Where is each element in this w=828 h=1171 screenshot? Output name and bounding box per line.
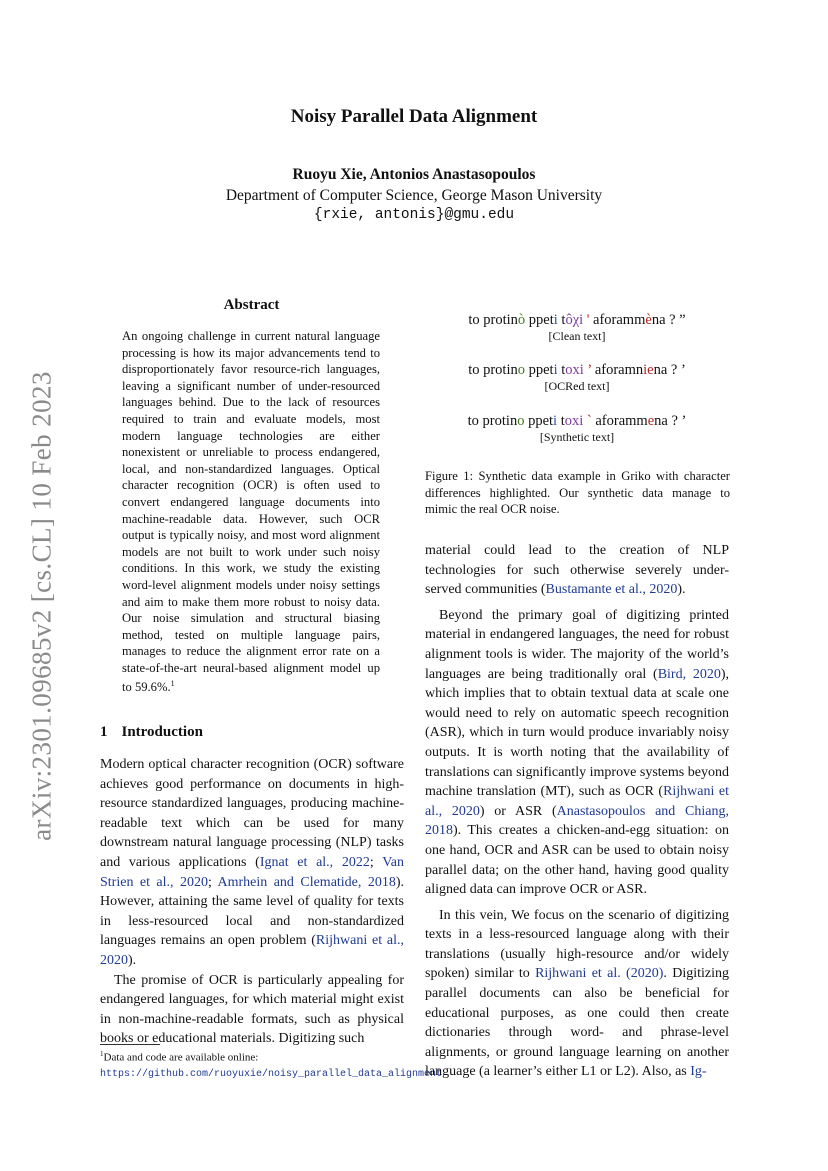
figure-synthetic-line: [425, 413, 729, 445]
text-run: ppet: [525, 312, 554, 328]
clean-text-sample: [425, 312, 729, 329]
highlighted-char: `: [586, 413, 592, 429]
highlighted-char: oxi: [564, 413, 584, 429]
text-run: Beyond the primary goal of digitizing printed material in endangered languages, the need for robust alignment tools is wider. The majority of the world’s languages are being traditionally oral (: [425, 607, 729, 682]
text-run: . Digitizing parallel documents can also be beneficial for educational purposes, as one could then create dictionaries through word- and phrase-level alignments, or ground language learning on another language (a learner’s either L1 or L2). Also, as: [425, 966, 729, 1080]
highlighted-char: o: [517, 362, 525, 378]
footnote-rule: [100, 1044, 160, 1045]
footnote-url-link[interactable]: https://github.com/ruoyuxie/noisy_parallel_data_alignment: [100, 1068, 443, 1080]
figure-ocr-line: [425, 362, 729, 394]
text-run: ). This creates a chicken-and-egg situation: on one hand, OCR and ASR can be used to obtain noisy parallel data; on the other hand, having good quality aligned data can improve OCR or ASR.: [425, 823, 729, 898]
text-run: t: [557, 312, 566, 328]
right-column-body: [425, 541, 729, 1082]
highlighted-char: ôχi: [565, 312, 584, 328]
text-run: ) or ASR (: [479, 803, 557, 819]
ocr-text-label: [OCRed text]: [544, 379, 610, 393]
right-paragraph-3: [425, 906, 729, 1082]
footnote-ref[interactable]: 1: [170, 679, 175, 689]
citation-link[interactable]: Ignat et al., 2022: [259, 854, 370, 870]
text-run: na ? ’: [653, 362, 686, 378]
section-number: 1: [100, 724, 108, 740]
text-run: na ? ’: [654, 413, 687, 429]
citation-link[interactable]: Anastasopoulos and Chiang, 2018: [425, 803, 729, 839]
citation-link[interactable]: Ig-: [690, 1064, 707, 1080]
highlighted-char: ò: [517, 312, 526, 328]
intro-paragraph-1: [100, 755, 404, 971]
text-run: ;: [207, 874, 218, 890]
citation-link[interactable]: Bird, 2020: [657, 666, 721, 682]
synthetic-text-sample: [425, 413, 729, 430]
abstract-text: An ongoing challenge in current natural language processing is how its major advancements tend to disproportionately favor resource-rich languages, leaving a significant number of under-resourced languages behind. Due to the lack of resources required to train and evaluate models, most modern language technologies are either nonexistent or unreliable to process endangered, local, and non-standardized languages. Optical character recognition (OCR) is often used to convert endangered language documents into machine-readable data. However, such OCR output is typically noisy, and most word alignment models are not built to work under such noisy conditions. In this work, we study the existing word-level alignment models under noisy settings and aim to make them more robust to noisy data. Our noise simulation and structural biasing method, tested on multiple language pairs, manages to reduce the alignment error rate on a state-of-the-art neural-based alignment model up to 59.6%.: [122, 329, 380, 695]
author-email: {rxie, antonis}@gmu.edu: [313, 207, 515, 223]
text-run: ). However, attaining the same level of quality for texts in less-resourced local and non-standardized languages remains an open problem (: [100, 874, 404, 949]
author-names: Ruoyu Xie, Antonios Anastasopoulos: [292, 166, 536, 183]
clean-text-label: [Clean text]: [548, 329, 606, 343]
paper-title: Noisy Parallel Data Alignment: [290, 106, 538, 127]
text-run: t: [557, 413, 565, 429]
text-run: to protin: [468, 362, 518, 378]
highlighted-char: ie: [643, 362, 654, 378]
text-run: material could lead to the creation of NLP technologies for such otherwise severely under-served communities (: [425, 543, 729, 598]
footnote: [100, 1047, 443, 1082]
citation-link[interactable]: Amrhein and Clematide, 2018: [217, 874, 396, 890]
text-run: ;: [369, 854, 383, 870]
text-run: na ? ”: [651, 312, 686, 328]
synthetic-text-label: [Synthetic text]: [539, 430, 615, 444]
intro-paragraph-2: The promise of OCR is particularly appealing for endangered languages, for which material might exist in non-machine-readable formats, such as physical books or educational materials. Digitizing such: [100, 972, 404, 1047]
section-title: Introduction: [121, 724, 203, 740]
text-run: In this vein, We focus on the scenario of digitizing texts in a less-resourced language along with their translations (usually high-resource and/or widely spoken) similar to: [425, 907, 729, 982]
left-column-body: [100, 755, 404, 1049]
text-run: Modern optical character recognition (OCR) software achieves good performance on documents in high-resource standardized languages, producing machine-readable text which can be used for many downstream natural language processing (NLP) tasks and various applications (: [100, 757, 404, 870]
citation-link[interactable]: Rijhwani et al., 2020: [100, 933, 404, 968]
abstract-heading: Abstract: [223, 297, 280, 313]
right-paragraph-1: [425, 541, 729, 600]
citation-link[interactable]: Van Strien et al., 2020: [100, 854, 405, 890]
text-run: ).: [128, 952, 137, 968]
abstract-body: [122, 328, 380, 696]
text-run: to protin: [468, 312, 518, 328]
citation-link[interactable]: Rijhwani et al., 2020: [425, 784, 729, 819]
citation-link[interactable]: Rijhwani et al. (2020): [535, 966, 664, 982]
highlighted-char: e: [647, 413, 655, 429]
text-run: t: [557, 362, 566, 378]
figure-clean-line: [425, 312, 729, 344]
arxiv-stamp-text: arXiv:2301.09685v2 [cs.CL] 10 Feb 2023: [26, 371, 57, 841]
highlighted-char: ’: [587, 362, 592, 378]
text-run: aforamm: [589, 312, 646, 328]
footnote-text: Data and code are available online:: [103, 1051, 259, 1064]
text-run: ).: [677, 582, 686, 598]
text-run: ppet: [524, 362, 554, 378]
text-run: to protin: [467, 413, 518, 429]
ocr-text-sample: [425, 362, 729, 379]
highlighted-char: o: [517, 413, 525, 429]
text-run: ppet: [524, 413, 554, 429]
highlighted-char: i: [553, 413, 558, 429]
highlighted-char: i: [553, 362, 558, 378]
citation-link[interactable]: Bustamante et al., 2020: [545, 582, 678, 598]
highlighted-char: i: [553, 312, 558, 328]
text-run: ), which implies that to obtain textual data at scale one would need to rely on automatic speech recognition (ASR), which in turn would produce invariably noisy outputs. It is worth noting that the availability of translations can significantly improve systems beyond machine translation (MT), such as OCR (: [425, 666, 729, 800]
affiliation: Department of Computer Science, George Mason University: [225, 187, 603, 204]
arxiv-stamp: [18, 362, 66, 850]
footnote-mark: 1: [100, 1050, 104, 1058]
text-run: aforamn: [591, 362, 644, 378]
section-heading-introduction: [100, 724, 203, 741]
highlighted-char: ': [586, 312, 590, 328]
figure-caption: Figure 1: Synthetic data example in Griko with character differences highlighted. Our synthetic data manage to mimic the real OCR noise.: [425, 469, 730, 517]
text-run: aforamm: [591, 413, 648, 429]
highlighted-char: è: [645, 312, 652, 328]
highlighted-char: oxi: [565, 362, 584, 378]
right-paragraph-2: [425, 606, 729, 900]
